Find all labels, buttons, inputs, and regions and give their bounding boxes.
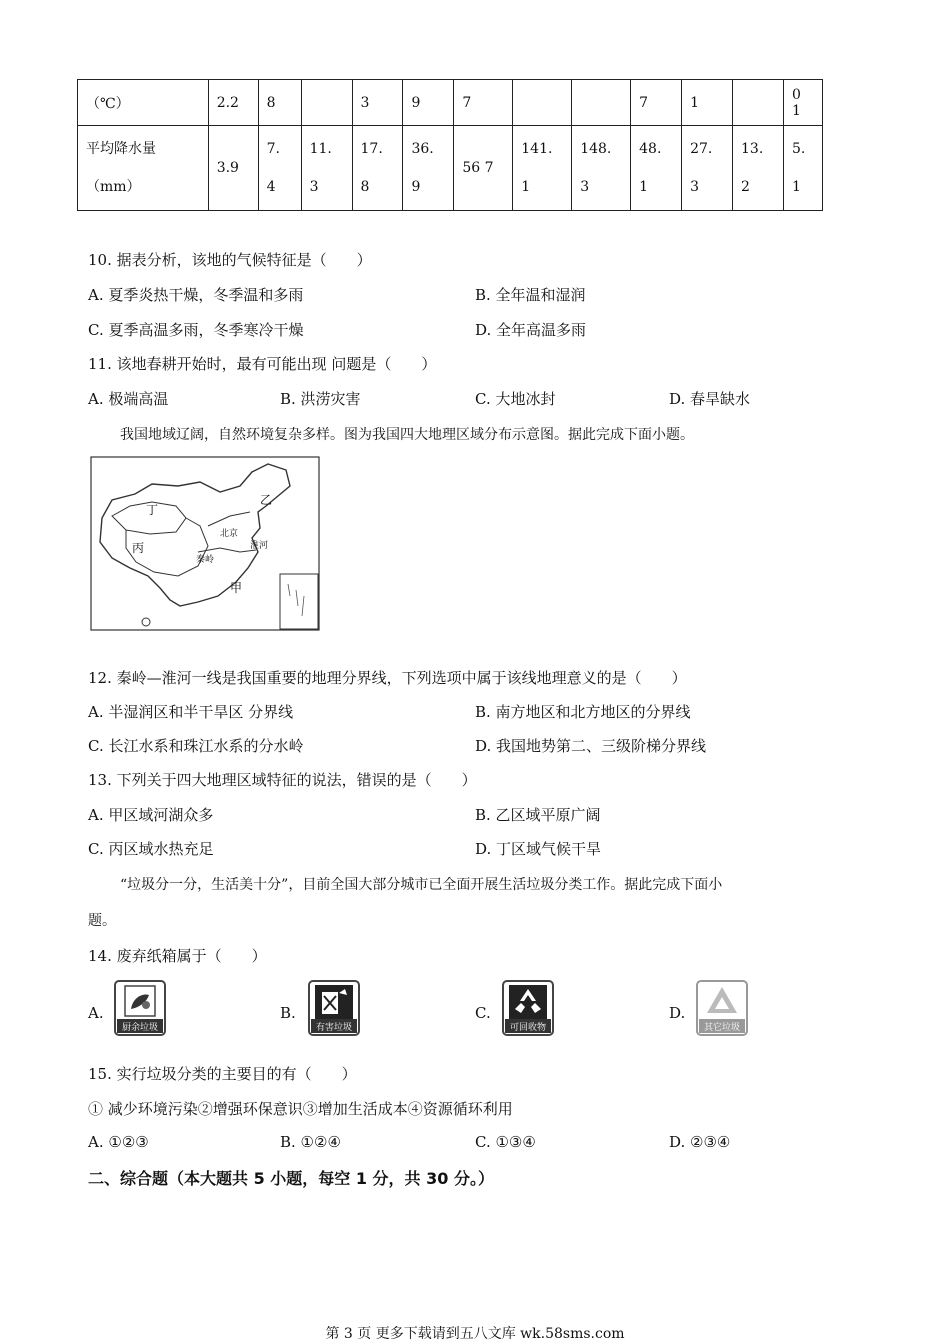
label-jia: 甲 — [230, 581, 243, 595]
bin-label-recyclable: 可回收物 — [509, 1023, 547, 1033]
table-cell — [301, 80, 352, 126]
label-yi: 乙 — [260, 493, 273, 507]
q15-option-d[interactable]: D. ②③④ — [669, 1133, 731, 1151]
cell-line: 1 — [639, 179, 649, 195]
cell-line: 1 — [791, 179, 801, 195]
bin-label-other: 其它垃圾 — [703, 1023, 741, 1033]
cell-line: 8 — [360, 179, 370, 195]
q14-option-a-letter[interactable]: A. — [88, 1004, 104, 1022]
cell-line: 17. — [360, 141, 383, 157]
table-cell — [454, 126, 513, 211]
recyclable-bin-icon[interactable] — [501, 979, 555, 1037]
section-2-title: 二、综合题（本大题共 5 小题，每空 1 分，共 30 分。） — [88, 1169, 494, 1188]
table-cell — [301, 126, 352, 211]
table-cell: 9 — [403, 80, 454, 126]
label-bing: 丙 — [132, 541, 145, 555]
cell-line: 56 7 — [462, 160, 494, 176]
cell-line: 9 — [411, 179, 421, 195]
q13-option-b[interactable]: B. 乙区域平原广阔 — [475, 806, 601, 824]
table-cell: 8 — [258, 80, 301, 126]
table-cell: 0 1 — [783, 80, 822, 126]
label-qinling: 秦岭 — [196, 555, 215, 565]
cell-line: 4 — [266, 179, 276, 195]
question-11-stem: 11. 该地春耕开始时，最有可能出现 问题是（ ） — [88, 355, 437, 373]
label-ding: 丁 — [146, 503, 159, 517]
cell-line: 5. — [791, 141, 806, 157]
q10-option-d[interactable]: D. 全年高温多雨 — [475, 321, 587, 339]
q15-option-b[interactable]: B. ①②④ — [280, 1133, 341, 1151]
intro-garbage-line1: “垃圾分一分，生活美十分”，目前全国大部分城市已全面开展生活垃圾分类工作。据此完成下面小 — [120, 877, 723, 893]
row-label-line: 平均降水量 — [86, 141, 156, 157]
cell-line: 48. — [639, 141, 662, 157]
q14-option-d-letter[interactable]: D. — [669, 1004, 686, 1022]
q13-option-a[interactable]: A. 甲区域河湖众多 — [88, 806, 214, 824]
q10-option-b[interactable]: B. 全年温和湿润 — [475, 286, 586, 304]
cell-line: 3.9 — [216, 160, 239, 176]
q11-option-b[interactable]: B. 洪涝灾害 — [280, 390, 361, 408]
q14-option-b-letter[interactable]: B. — [280, 1004, 296, 1022]
cell-line: 27. — [690, 141, 713, 157]
q15-option-a[interactable]: A. ①②③ — [88, 1133, 149, 1151]
q12-option-d[interactable]: D. 我国地势第二、三级阶梯分界线 — [475, 737, 707, 755]
bin-label-kitchen: 厨余垃圾 — [121, 1023, 159, 1033]
intro-garbage-line2: 题。 — [88, 913, 116, 929]
table-cell — [733, 80, 784, 126]
cell-line: 13. — [741, 141, 764, 157]
table-cell — [403, 126, 454, 211]
q15-items: ① 减少环境污染②增强环保意识③增加生活成本④资源循环利用 — [88, 1100, 513, 1118]
table-cell — [631, 126, 682, 211]
q13-option-c[interactable]: C. 丙区域水热充足 — [88, 840, 214, 858]
table-cell — [513, 80, 572, 126]
table-row-temperature — [78, 80, 823, 126]
q10-option-a[interactable]: A. 夏季炎热干燥，冬季温和多雨 — [88, 286, 304, 304]
q11-option-a[interactable]: A. 极端高温 — [88, 390, 169, 408]
label-huaihe: 淮河 — [250, 541, 269, 551]
cell-line: 3 — [309, 179, 319, 195]
q15-option-c[interactable]: C. ①③④ — [475, 1133, 536, 1151]
china-regions-map — [90, 456, 320, 631]
table-cell: 3 — [352, 80, 403, 126]
hazardous-waste-bin-icon[interactable] — [307, 979, 361, 1037]
table-cell — [733, 126, 784, 211]
question-13-stem: 13. 下列关于四大地理区域特征的说法，错误的是（ ） — [88, 771, 477, 789]
table-cell — [572, 80, 631, 126]
q12-option-c[interactable]: C. 长江水系和珠江水系的分水岭 — [88, 737, 304, 755]
row-label-precipitation — [78, 126, 209, 211]
question-14-stem: 14. 废弃纸箱属于（ ） — [88, 947, 267, 965]
table-cell — [572, 126, 631, 211]
cell-line: 148. — [580, 141, 612, 157]
cell-line: 36. — [411, 141, 434, 157]
table-cell — [208, 126, 258, 211]
table-cell: 1 — [682, 80, 733, 126]
climate-table — [77, 79, 823, 211]
q11-option-c[interactable]: C. 大地冰封 — [475, 390, 556, 408]
bin-label-hazardous: 有害垃圾 — [315, 1023, 353, 1033]
cell-line: 7. — [266, 141, 280, 157]
q10-option-c[interactable]: C. 夏季高温多雨，冬季寒冷干燥 — [88, 321, 304, 339]
cell-line: 11. — [309, 141, 332, 157]
question-15-stem: 15. 实行垃圾分类的主要目的有（ ） — [88, 1065, 357, 1083]
table-cell: 7 — [631, 80, 682, 126]
row-label-line: （mm） — [86, 179, 141, 195]
q11-option-d[interactable]: D. 春旱缺水 — [669, 390, 751, 408]
other-waste-bin-icon[interactable] — [695, 979, 749, 1037]
table-cell: 2.2 — [208, 80, 258, 126]
question-10-stem: 10. 据表分析，该地的气候特征是（ ） — [88, 251, 372, 269]
kitchen-waste-bin-icon[interactable] — [113, 979, 167, 1037]
cell-line: 141. — [521, 141, 553, 157]
row-label-unit: （℃） — [78, 80, 209, 126]
question-12-stem: 12. 秦岭—淮河一线是我国重要的地理分界线，下列选项中属于该线地理意义的是（ ） — [88, 669, 687, 687]
q13-option-d[interactable]: D. 丁区域气候干旱 — [475, 840, 602, 858]
south-sea-inset — [280, 574, 318, 629]
q12-option-a[interactable]: A. 半湿润区和半干旱区 分界线 — [88, 703, 294, 721]
intro-regions: 我国地域辽阔，自然环境复杂多样。图为我国四大地理区域分布示意图。据此完成下面小题。 — [120, 427, 694, 443]
table-cell: 7 — [454, 80, 513, 126]
table-cell — [513, 126, 572, 211]
table-cell — [258, 126, 301, 211]
table-row-precipitation — [78, 126, 823, 211]
cell-line: 1 — [521, 179, 531, 195]
cell-line: 3 — [690, 179, 699, 195]
table-cell — [682, 126, 733, 211]
q14-option-c-letter[interactable]: C. — [475, 1004, 491, 1022]
cell-line: 2 — [741, 179, 750, 195]
table-cell — [783, 126, 822, 211]
table-cell — [352, 126, 403, 211]
label-beijing: 北京 — [220, 529, 239, 539]
page-footer: 第 3 页 更多下载请到五八文库 wk.58sms.com — [325, 1326, 625, 1342]
cell-line: 3 — [580, 179, 590, 195]
q12-option-b[interactable]: B. 南方地区和北方地区的分界线 — [475, 703, 691, 721]
